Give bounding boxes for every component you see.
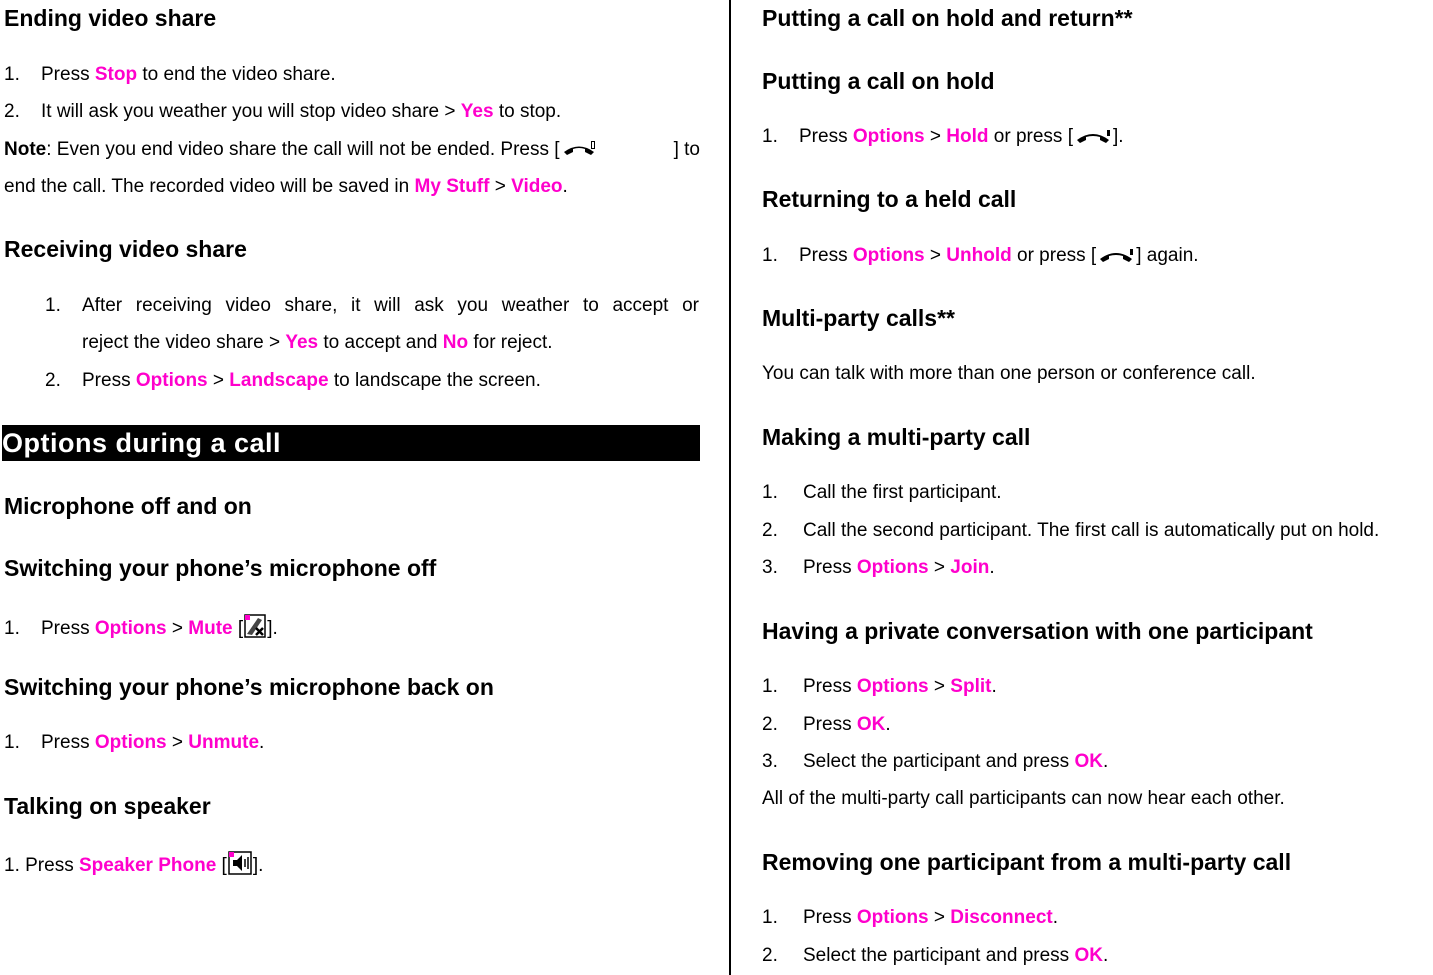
hold-keyword: Hold <box>946 126 989 147</box>
speaker-icon <box>228 851 252 882</box>
step-text: Press <box>803 714 857 735</box>
ending-note-line-2 <box>4 175 568 199</box>
step-text: Press <box>803 907 857 928</box>
my-stuff-keyword: My Stuff <box>414 176 490 197</box>
options-keyword: Options <box>852 126 925 147</box>
step-number: 1. <box>762 482 778 503</box>
hold-step <box>762 125 1124 153</box>
step-number: 3. <box>762 557 778 578</box>
private-step-2 <box>762 713 891 737</box>
split-keyword: Split <box>950 676 992 697</box>
step-end: ]. <box>1113 126 1124 147</box>
unmute-keyword: Unmute <box>188 732 260 753</box>
receiving-step-1-line-2 <box>82 331 553 355</box>
step-text: for reject. <box>468 332 553 353</box>
step-number: 2. <box>4 101 20 122</box>
step-end: . <box>1052 907 1058 928</box>
step-text: Call the first participant. <box>803 482 1002 503</box>
removing-participant-heading: Removing one participant from a multi-party call <box>762 849 1292 875</box>
ok-keyword: OK <box>1074 945 1103 966</box>
stop-keyword: Stop <box>94 64 138 85</box>
disconnect-keyword: Disconnect <box>950 907 1053 928</box>
returning-held-call-heading: Returning to a held call <box>762 186 1017 212</box>
microphone-heading: Microphone off and on <box>4 493 252 519</box>
note-text-end: ] to <box>673 139 700 160</box>
note-end: . <box>562 176 568 197</box>
step-end: . <box>989 557 995 578</box>
separator: > <box>924 126 947 147</box>
mic-off-heading: Switching your phone’s microphone off <box>4 555 437 581</box>
separator: > <box>207 370 230 391</box>
separator: > <box>489 176 512 197</box>
making-step-1 <box>762 481 1002 505</box>
receiving-step-2 <box>45 369 541 393</box>
handset-icon <box>1097 245 1135 272</box>
ending-step-1 <box>4 63 336 87</box>
step-text: Press <box>41 732 95 753</box>
private-after-text: All of the multi-party call participants can now hear each other. <box>762 788 1285 809</box>
mute-icon <box>244 614 266 645</box>
options-keyword: Options <box>856 907 929 928</box>
step-text: Select the participant and press <box>803 945 1075 966</box>
step-text: Press <box>41 618 95 639</box>
step-text: or press [ <box>1011 245 1097 266</box>
no-keyword: No <box>442 332 469 353</box>
bracket-open: [ <box>232 618 244 639</box>
unhold-step <box>762 244 1199 272</box>
bracket-open: [ <box>216 855 227 876</box>
options-keyword: Options <box>135 370 208 391</box>
step-text: or press [ <box>988 126 1073 147</box>
making-multi-party-heading: Making a multi-party call <box>762 424 1031 450</box>
speaker-heading: Talking on speaker <box>4 793 211 819</box>
step-number: 1. <box>762 126 778 147</box>
ending-note-line-1 <box>4 138 700 166</box>
private-step-1 <box>762 675 997 699</box>
step-number: 2. <box>762 520 778 541</box>
mute-keyword: Mute <box>188 618 233 639</box>
options-keyword: Options <box>856 676 929 697</box>
step-number: 1. <box>762 907 778 928</box>
step-number: 1. <box>762 676 778 697</box>
step-number: 1. <box>45 295 61 316</box>
step-end: . <box>885 714 891 735</box>
private-conversation-heading: Having a private conversation with one participant <box>762 618 1313 644</box>
step-text: After receiving video share, it will ask you weather to accept or <box>82 295 699 316</box>
removing-step-2 <box>762 944 1108 968</box>
separator: > <box>166 732 189 753</box>
step-text: Press <box>803 676 857 697</box>
column-divider <box>729 0 731 975</box>
multi-party-description: You can talk with more than one person or conference call. <box>762 363 1256 384</box>
separator: > <box>928 907 951 928</box>
step-number: 2. <box>45 370 61 391</box>
step-text: to landscape the screen. <box>328 370 541 391</box>
join-keyword: Join <box>950 557 990 578</box>
step-text: Press <box>803 557 857 578</box>
removing-step-1 <box>762 906 1058 930</box>
step-text: Select the participant and press <box>803 751 1075 772</box>
ok-keyword: OK <box>1074 751 1103 772</box>
step-end: . <box>1102 945 1109 966</box>
options-during-call-banner: Options during a call <box>2 425 700 461</box>
options-keyword: Options <box>852 245 925 266</box>
video-keyword: Video <box>511 176 563 197</box>
step-text: reject the video share > <box>82 332 286 353</box>
step-end: . <box>1102 751 1109 772</box>
step-number: 3. <box>762 751 778 772</box>
step-text: to accept and <box>318 332 443 353</box>
receiving-video-share-heading: Receiving video share <box>4 236 247 262</box>
separator: > <box>924 245 947 266</box>
speaker-phone-keyword: Speaker Phone <box>78 855 217 876</box>
step-number: 2. <box>762 714 778 735</box>
step-text: to end the video share. <box>137 64 336 85</box>
step-number: 2. <box>762 945 778 966</box>
step-text: Press <box>41 64 95 85</box>
receiving-step-1-line-1 <box>45 294 700 318</box>
step-number: 1. <box>762 245 778 266</box>
making-step-3 <box>762 556 995 580</box>
step-text: Call the second participant. The first call is automatically put on hold. <box>803 520 1380 541</box>
yes-keyword: Yes <box>460 101 494 122</box>
handset-icon <box>1074 126 1112 153</box>
bracket-close: ]. <box>267 618 278 639</box>
step-end: . <box>259 732 265 753</box>
options-keyword: Options <box>94 732 167 753</box>
step-end: ] again. <box>1136 245 1199 266</box>
separator: > <box>166 618 189 639</box>
bracket-close: ]. <box>252 855 264 876</box>
yes-keyword: Yes <box>285 332 319 353</box>
step-text: Press <box>799 126 853 147</box>
end-call-icon <box>561 139 597 166</box>
options-keyword: Options <box>94 618 167 639</box>
step-number: 1. <box>4 732 20 753</box>
mic-off-step <box>4 614 278 645</box>
note-text: end the call. The recorded video will be saved in <box>4 176 415 197</box>
note-text: : Even you end video share the call will not be ended. Press [ <box>46 139 560 160</box>
step-number: 1. <box>4 618 20 639</box>
separator: > <box>928 557 951 578</box>
mic-on-step <box>4 731 264 755</box>
making-step-2 <box>762 519 1379 543</box>
speaker-step <box>4 851 263 882</box>
landscape-keyword: Landscape <box>229 370 329 391</box>
separator: > <box>928 676 951 697</box>
mic-on-heading: Switching your phone’s microphone back on <box>4 674 494 700</box>
hold-return-title: Putting a call on hold and return** <box>762 5 1133 31</box>
ending-video-share-heading: Ending video share <box>4 5 217 31</box>
multi-party-heading: Multi-party calls** <box>762 305 955 331</box>
ending-step-2 <box>4 100 561 124</box>
note-label: Note <box>4 139 47 160</box>
step-text: 1. Press <box>4 855 79 876</box>
unhold-keyword: Unhold <box>946 245 1012 266</box>
putting-on-hold-heading: Putting a call on hold <box>762 68 995 94</box>
step-text: Press <box>82 370 136 391</box>
step-number: 1. <box>4 64 20 85</box>
options-keyword: Options <box>856 557 929 578</box>
private-step-3 <box>762 750 1108 774</box>
step-text: Press <box>799 245 853 266</box>
ok-keyword: OK <box>856 714 886 735</box>
step-end: . <box>991 676 997 697</box>
step-text: It will ask you weather you will stop video share > <box>41 101 461 122</box>
step-text: to stop. <box>493 101 562 122</box>
